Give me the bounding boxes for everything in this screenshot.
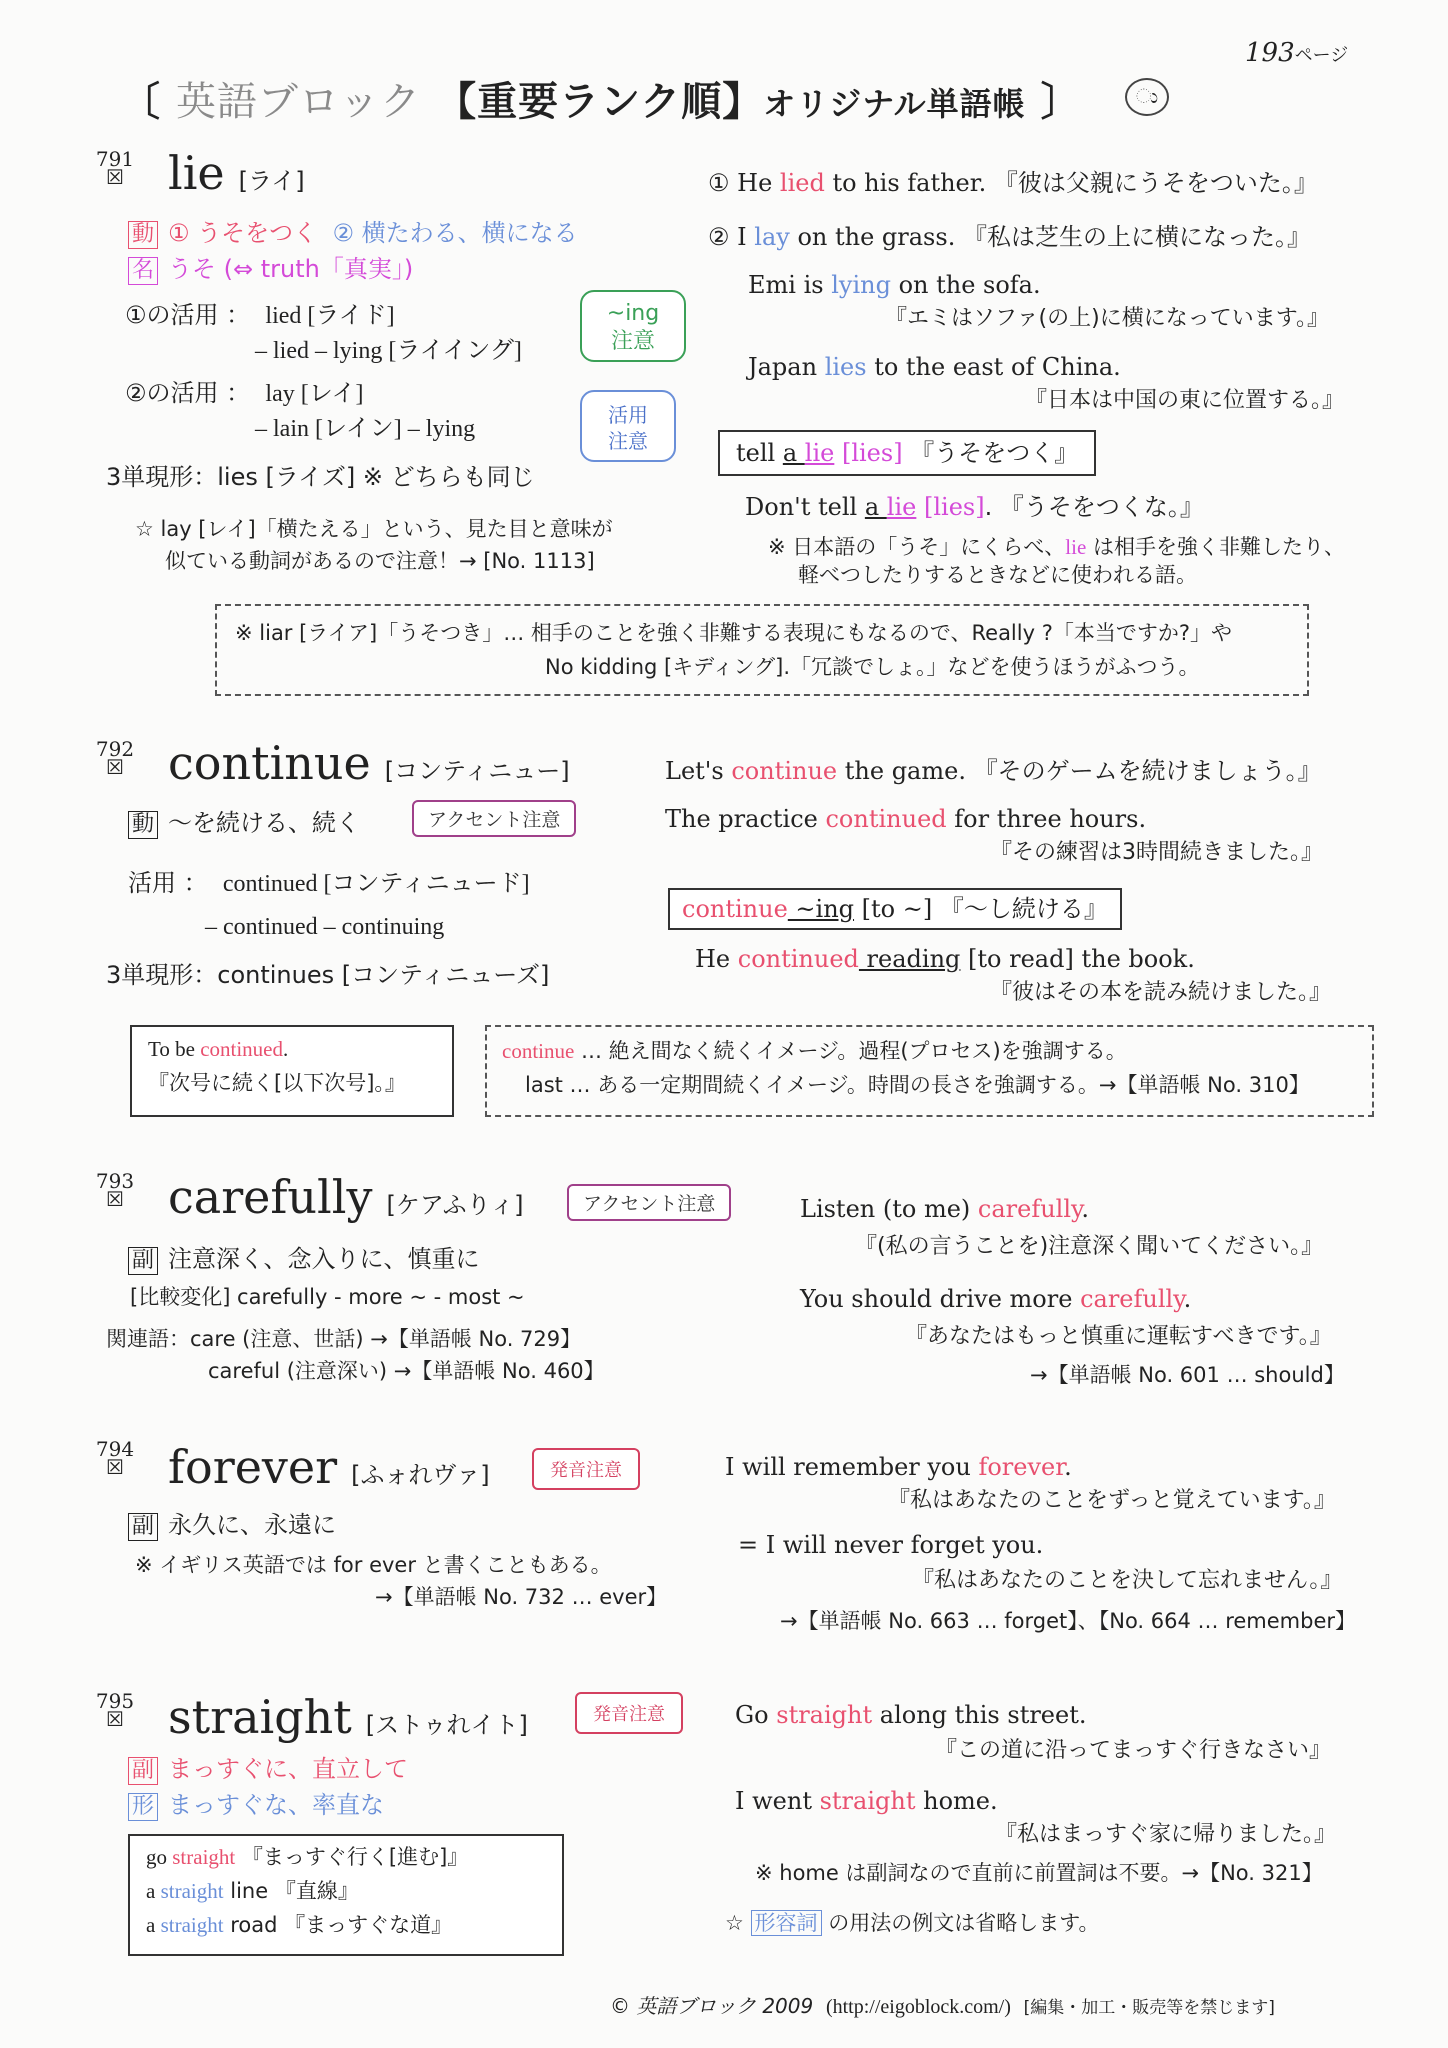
headword: forever [ふォれヴァ]	[168, 1440, 490, 1494]
entry-number: 793 ☒	[95, 1169, 135, 1211]
pos-verb-badge: 動	[128, 221, 158, 249]
example-sentence: ① He lied to his father. 『彼は父親にうそをついた。』	[708, 169, 1318, 197]
pos-adverb-badge: 副	[128, 1513, 158, 1541]
pos-adjective-badge: 形	[128, 1793, 158, 1821]
headword: lie [ライ]	[168, 146, 305, 200]
example-sentence: Japan lies to the east of China.	[748, 353, 1121, 381]
page-title: 〔 英語ブロック 【重要ランク順】オリジナル単語帳 〕	[120, 79, 1082, 125]
entry-number: 792 ☒	[95, 737, 135, 779]
smile-face-icon: ು	[1125, 78, 1169, 116]
pos-noun-badge: 名	[128, 257, 158, 285]
pos-verb-badge: 動	[128, 811, 158, 839]
pronunciation-caution-tag: 発音注意	[532, 1448, 640, 1490]
example-sentence: I will remember you forever.	[725, 1453, 1072, 1481]
example-sentence: Listen (to me) carefully.	[800, 1195, 1090, 1223]
pos-adverb-badge: 副	[128, 1247, 158, 1275]
conjugation-caution-badge: 活用 注意	[580, 390, 676, 462]
conjugation-2: ②の活用 ： lay [レイ]	[125, 379, 364, 407]
example-sentence: = I will never forget you.	[738, 1531, 1044, 1559]
example-sentence: Go straight along this street.	[735, 1701, 1087, 1729]
conjugation: 活用 ： continued [コンティニュード]	[128, 869, 530, 897]
entry-number: 791 ☒	[95, 147, 135, 189]
example-sentence: ② I lay on the grass. 『私は芝生の上に横になった。』	[708, 223, 1311, 251]
example-sentence: He continued reading [to read] the book.	[695, 945, 1195, 973]
site-link[interactable]: (http://eigoblock.com/)	[825, 1996, 1011, 2018]
third-person-form: 3単現形：lies [ライズ] ※ どちらも同じ	[106, 463, 535, 491]
example-sentence: I went straight home.	[735, 1787, 998, 1815]
example-sentence: The practice continued for three hours.	[665, 805, 1147, 833]
related-words: 関連語：care (注意、世話) →【単語帳 No. 729】	[106, 1327, 582, 1351]
headword: straight [ストゥれイト]	[168, 1690, 528, 1744]
checkbox-icon: ☒	[106, 1187, 124, 1211]
entry-number: 794 ☒	[95, 1437, 135, 1479]
phrase-box: continue ~ing [to ~] 『～し続ける』	[668, 888, 1122, 930]
footer: © 英語ブロック 2009 (http://eigoblock.com/) [編集・加工・販売等を禁じます]	[610, 1994, 1275, 2018]
conjugation-1: ①の活用 ： lied [ライド]	[125, 301, 395, 329]
page-number: 193ページ	[1245, 38, 1349, 68]
checkbox-icon: ☒	[106, 1707, 124, 1731]
pos-adverb-badge: 副	[128, 1757, 158, 1785]
accent-caution-tag: アクセント注意	[412, 800, 576, 837]
example-sentence: You should drive more carefully.	[800, 1285, 1192, 1313]
entry-number: 795 ☒	[95, 1689, 135, 1731]
checkbox-icon: ☒	[106, 165, 124, 189]
star-note: ☆ 形容詞 の用法の例文は省略します。	[725, 1911, 1100, 1935]
example-sentence: Let's continue the game. 『そのゲームを続けましょう。』	[665, 757, 1322, 785]
example-sentence: Emi is lying on the sofa.	[748, 271, 1041, 299]
headword: carefully [ケアふりィ]	[168, 1170, 524, 1224]
headword: continue [コンティニュー]	[168, 736, 570, 790]
phrase-box: tell a lie [lies] 『うそをつく』	[718, 430, 1096, 476]
ing-caution-badge: ~ing 注意	[580, 290, 686, 362]
accent-caution-tag: アクセント注意	[567, 1184, 731, 1221]
pronunciation-caution-tag: 発音注意	[575, 1692, 683, 1734]
example-sentence: Don't tell a lie [lies]. 『うそをつくな。』	[745, 493, 1204, 521]
checkbox-icon: ☒	[106, 1455, 124, 1479]
third-person-form: 3単現形：continues [コンティニューズ]	[106, 961, 550, 989]
checkbox-icon: ☒	[106, 755, 124, 779]
